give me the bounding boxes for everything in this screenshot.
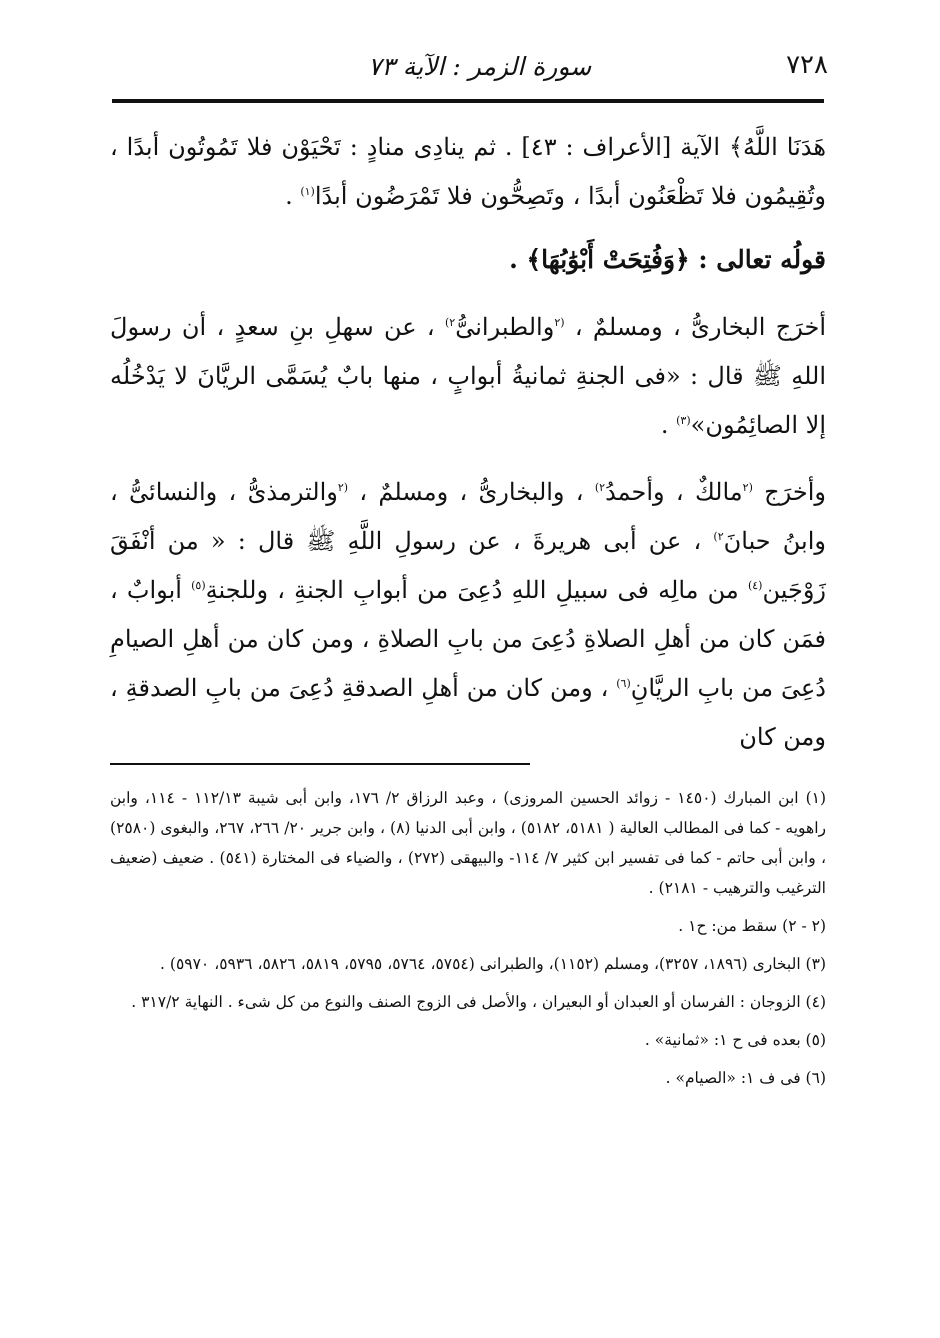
footnote-ref-2a-close: ٢) xyxy=(594,481,606,494)
footnote-6: (٦) فى ف ١: «الصيام» . xyxy=(665,1069,826,1087)
footnote-4: (٤) الزوجان : الفرسان أو العبدان أو البعيران ، والأصل فى الزوج الصنف والنوع من كل شىء . النهاية ٣١٧/٢ . xyxy=(131,993,826,1011)
footnote-ref-4: (٤) xyxy=(747,579,763,592)
paragraph-1-end: . xyxy=(285,182,301,210)
footnote-ref-3: (٣) xyxy=(676,414,691,427)
paragraph-3-text-8: ، ومن كان من أهلِ الصدقةِ دُعِىَ من بابِ الصدقةِ ، ومن كان xyxy=(110,674,826,751)
footnote-ref-2a-open: (٢ xyxy=(742,481,753,494)
footnote-ref-5: (٥) xyxy=(191,579,206,592)
running-title: سورة الزمر : الآية ٧٣ xyxy=(368,52,592,81)
footnote-2: (٢ - ٢) سقط من: ح١ . xyxy=(678,917,826,935)
paragraph-3 xyxy=(110,468,826,762)
paragraph-3-text-7: أبوابٌ ، فمَن كان من أهلِ الصلاةِ دُعِىَ من بابِ الصلاةِ ، ومن كان من أهلِ الصيامِ دُعِىَ من بابِ الريَّانِ xyxy=(110,576,826,702)
footnote-ref-2-open: (٢ xyxy=(554,316,565,329)
paragraph-3-text-1: وأخرَج xyxy=(752,478,827,506)
header-rule xyxy=(112,99,824,103)
footnote-5: (٥) بعده فى ح ١: «ثمانية» . xyxy=(644,1031,826,1049)
paragraph-3-text-2: مالكٌ ، وأحمدُ xyxy=(605,478,743,506)
paragraph-3-text-4: والترمذىُّ ، والنسائىُّ ، وابنُ حبانَ xyxy=(110,478,826,555)
paragraph-3-text-6: من مالِه فى سبيلِ اللهِ دُعِىَ من أبوابِ الجنةِ ، وللجنةِ xyxy=(205,576,748,604)
footnote-ref-2b-close: ٢) xyxy=(713,530,724,543)
footnote-ref-6: (٦) xyxy=(616,677,631,690)
paragraph-2-text-b: والطبرانىُّ xyxy=(455,313,555,341)
paragraph-2-end: . xyxy=(660,411,677,439)
footnotes xyxy=(110,783,826,1101)
verse-heading: قولُه تعالى : ﴿وَفُتِحَتْ أَبْوَٰبُهَا﴾ . xyxy=(509,245,826,274)
footnote-ref-2b-open: (٢ xyxy=(337,481,349,494)
paragraph-2-text-c: ، عن سهلِ بنِ سعدٍ ، أن رسولَ اللهِ ﷺ قال : «فى الجنةِ ثمانيةُ أبوابٍ ، منها بابٌ يُسَمَّى الريَّانَ لا يَدْخُلُه إلا الصائِمُون» xyxy=(110,313,826,439)
footnote-rule xyxy=(110,763,530,765)
footnote-ref-1: (١) xyxy=(300,185,315,198)
footnote-ref-2-close: ٢) xyxy=(445,316,456,329)
main-text xyxy=(110,123,826,762)
paragraph-2 xyxy=(110,303,826,450)
paragraph-3-text-5: ، عن أبى هريرةَ ، عن رسولِ اللَّهِ ﷺ قال : « من أنْفَقَ زَوْجَين xyxy=(110,527,826,604)
paragraph-2-text-a: أخرَج البخارىُّ ، ومسلمٌ ، xyxy=(564,313,826,341)
footnote-1: (١) ابن المبارك (١٤٥٠ - زوائد الحسين المروزى) ، وعبد الرزاق ٢/ ١٧٦، وابن أبى شيبة ١١٢/١٣ - ١١٤، وابن راهويه - كما فى المطالب العالية ( ٥١٨١، ٥١٨٢) ، وابن أبى الدنيا (٨) ، وابن جرير ٢٠/ ٢٦٦، ٢٦٧، والبغوى (٢٥٨٠) ، وابن أبى حاتم - كما فى تفسير ابن كثير ٧/ ١١٤- والبيهقى (٢٧٢) ، والضياء فى المختارة (٥٤١) . ضعيف (ضعيف الترغيب والترهيب - ٢١٨١) . xyxy=(110,789,827,897)
footnote-3: (٣) البخارى (١٨٩٦، ٣٢٥٧)، ومسلم (١١٥٢)، والطبرانى (٥٧٥٤، ٥٧٦٤، ٥٧٩٥، ٥٨١٩، ٥٨٢٦، ٥٩٣٦، ٥٩٧٠) . xyxy=(160,955,826,973)
page-number: ٧٢٨ xyxy=(786,50,828,80)
paragraph-1 xyxy=(110,123,826,221)
paragraph-3-text-3: ، والبخارىُّ ، ومسلمٌ ، xyxy=(348,478,595,506)
paragraph-1-text: هَدَنَا اللَّهُ﴾ الآية [الأعراف : ٤٣] . ثم ينادِى منادٍ : تَحْيَوْن فلا تَمُوتُون أبدًا ، وتُقِيمُون فلا تَظْعَنُون أبدًا ، وتَصِحُّون فلا تَمْرَضُون أبدًا xyxy=(110,133,826,210)
